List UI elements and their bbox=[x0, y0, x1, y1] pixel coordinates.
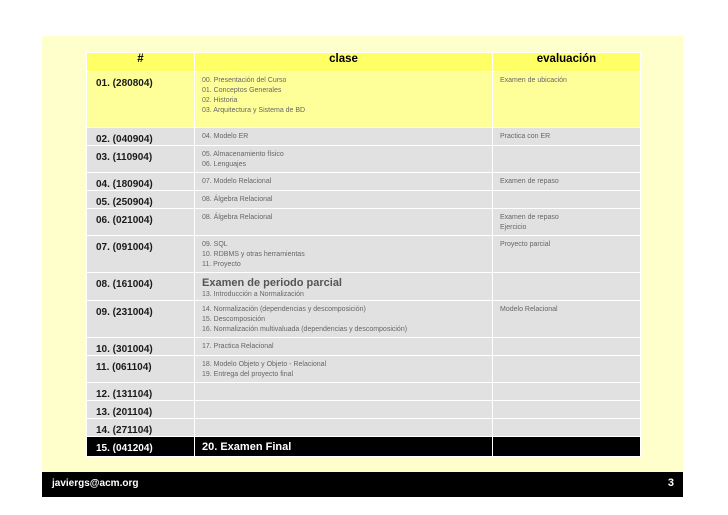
clase-topic: 03. Arquitectura y Sistema de BD bbox=[202, 107, 306, 114]
table-row bbox=[87, 173, 641, 191]
clase-cell bbox=[195, 356, 493, 383]
table-row bbox=[87, 191, 641, 209]
schedule-table bbox=[86, 52, 641, 457]
session-number: 06. (021004) bbox=[87, 209, 195, 236]
evaluacion-cell bbox=[493, 383, 641, 401]
table-row bbox=[87, 273, 641, 301]
clase-topic: 04. Modelo ER bbox=[202, 133, 249, 140]
clase-topic: 15. Descomposición bbox=[202, 316, 266, 323]
clase-cell bbox=[195, 401, 493, 419]
table-row bbox=[87, 236, 641, 273]
header-evaluacion: evaluación bbox=[493, 53, 641, 72]
footer-bar bbox=[42, 472, 683, 497]
page-number: 3 bbox=[667, 477, 674, 489]
session-number: 02. (040904) bbox=[87, 128, 195, 146]
table-row bbox=[87, 383, 641, 401]
clase-cell bbox=[195, 338, 493, 356]
session-number: 12. (131104) bbox=[87, 383, 195, 401]
header-clase: clase bbox=[195, 53, 493, 72]
clase-cell bbox=[195, 146, 493, 173]
clase-topic: 13. Introducción a Normalización bbox=[202, 291, 304, 298]
session-number: 10. (301004) bbox=[87, 338, 195, 356]
evaluacion-item: Proyecto parcial bbox=[500, 241, 551, 248]
table-row bbox=[87, 209, 641, 236]
clase-cell bbox=[195, 173, 493, 191]
table-row bbox=[87, 301, 641, 338]
table-row bbox=[87, 146, 641, 173]
clase-cell bbox=[195, 209, 493, 236]
header-number: # bbox=[87, 53, 195, 72]
table-row bbox=[87, 72, 641, 128]
clase-cell bbox=[195, 191, 493, 209]
clase-cell bbox=[195, 383, 493, 401]
clase-cell bbox=[195, 128, 493, 146]
clase-topic: 14. Normalización (dependencias y descomposición) bbox=[202, 306, 366, 313]
session-number: 14. (271104) bbox=[87, 419, 195, 437]
evaluacion-cell bbox=[493, 273, 641, 301]
clase-topic: 18. Modelo Objeto y Objeto - Relacional bbox=[202, 361, 327, 368]
evaluacion-cell bbox=[493, 128, 641, 146]
clase-topic: 10. RDBMS y otras herramientas bbox=[202, 251, 305, 258]
session-number: 01. (280804) bbox=[87, 72, 195, 128]
evaluacion-cell bbox=[493, 301, 641, 338]
table-row bbox=[87, 338, 641, 356]
clase-topic: 00. Presentación del Curso bbox=[202, 77, 287, 84]
clase-topic: 11. Proyecto bbox=[202, 261, 241, 268]
session-number: 13. (201104) bbox=[87, 401, 195, 419]
clase-cell bbox=[195, 437, 493, 457]
session-number: 03. (110904) bbox=[87, 146, 195, 173]
clase-topic: 07. Modelo Relacional bbox=[202, 178, 272, 185]
clase-topic: 17. Practica Relacional bbox=[202, 343, 274, 350]
evaluacion-cell bbox=[493, 72, 641, 128]
table-row bbox=[87, 401, 641, 419]
table-row bbox=[87, 356, 641, 383]
session-number: 09. (231004) bbox=[87, 301, 195, 338]
evaluacion-cell bbox=[493, 338, 641, 356]
clase-topic: 06. Lenguajes bbox=[202, 161, 246, 168]
clase-topic: 19. Entrega del proyecto final bbox=[202, 371, 294, 378]
clase-topic: 08. Álgebra Relacional bbox=[202, 214, 273, 221]
clase-cell bbox=[195, 419, 493, 437]
evaluacion-cell bbox=[493, 209, 641, 236]
clase-cell bbox=[195, 301, 493, 338]
clase-cell bbox=[195, 273, 493, 301]
session-number: 15. (041204) bbox=[87, 437, 195, 457]
author-email: javiergs@acm.org bbox=[52, 478, 139, 489]
evaluacion-item: Ejercicio bbox=[500, 224, 527, 231]
clase-topic: 02. Historia bbox=[202, 97, 238, 104]
clase-topic: 01. Conceptos Generales bbox=[202, 87, 282, 94]
session-number: 08. (161004) bbox=[87, 273, 195, 301]
evaluacion-cell bbox=[493, 191, 641, 209]
clase-topic: 16. Normalización multivaluada (dependencias y descomposición) bbox=[202, 326, 408, 333]
evaluacion-item: Examen de ubicación bbox=[500, 77, 567, 84]
evaluacion-cell bbox=[493, 401, 641, 419]
session-number: 04. (180904) bbox=[87, 173, 195, 191]
session-number: 07. (091004) bbox=[87, 236, 195, 273]
evaluacion-cell bbox=[493, 437, 641, 457]
evaluacion-cell bbox=[493, 419, 641, 437]
table-row bbox=[87, 419, 641, 437]
table-header-row bbox=[87, 53, 641, 72]
clase-cell bbox=[195, 72, 493, 128]
evaluacion-cell bbox=[493, 236, 641, 273]
clase-cell bbox=[195, 236, 493, 273]
evaluacion-cell bbox=[493, 146, 641, 173]
table-row bbox=[87, 437, 641, 457]
evaluacion-cell bbox=[493, 173, 641, 191]
clase-topic: 08. Álgebra Relacional bbox=[202, 196, 273, 203]
evaluacion-item: Modelo Relacional bbox=[500, 306, 558, 313]
evaluacion-item: Examen de repaso bbox=[500, 178, 559, 185]
clase-title: 20. Examen Final bbox=[202, 441, 292, 453]
evaluacion-item: Examen de repaso bbox=[500, 214, 559, 221]
clase-topic: 09. SQL bbox=[202, 241, 228, 248]
evaluacion-cell bbox=[493, 356, 641, 383]
clase-topic: 05. Almacenamiento físico bbox=[202, 151, 284, 158]
table-row bbox=[87, 128, 641, 146]
session-number: 05. (250904) bbox=[87, 191, 195, 209]
clase-title: Examen de periodo parcial bbox=[202, 277, 342, 289]
session-number: 11. (061104) bbox=[87, 356, 195, 383]
evaluacion-item: Practica con ER bbox=[500, 133, 551, 140]
